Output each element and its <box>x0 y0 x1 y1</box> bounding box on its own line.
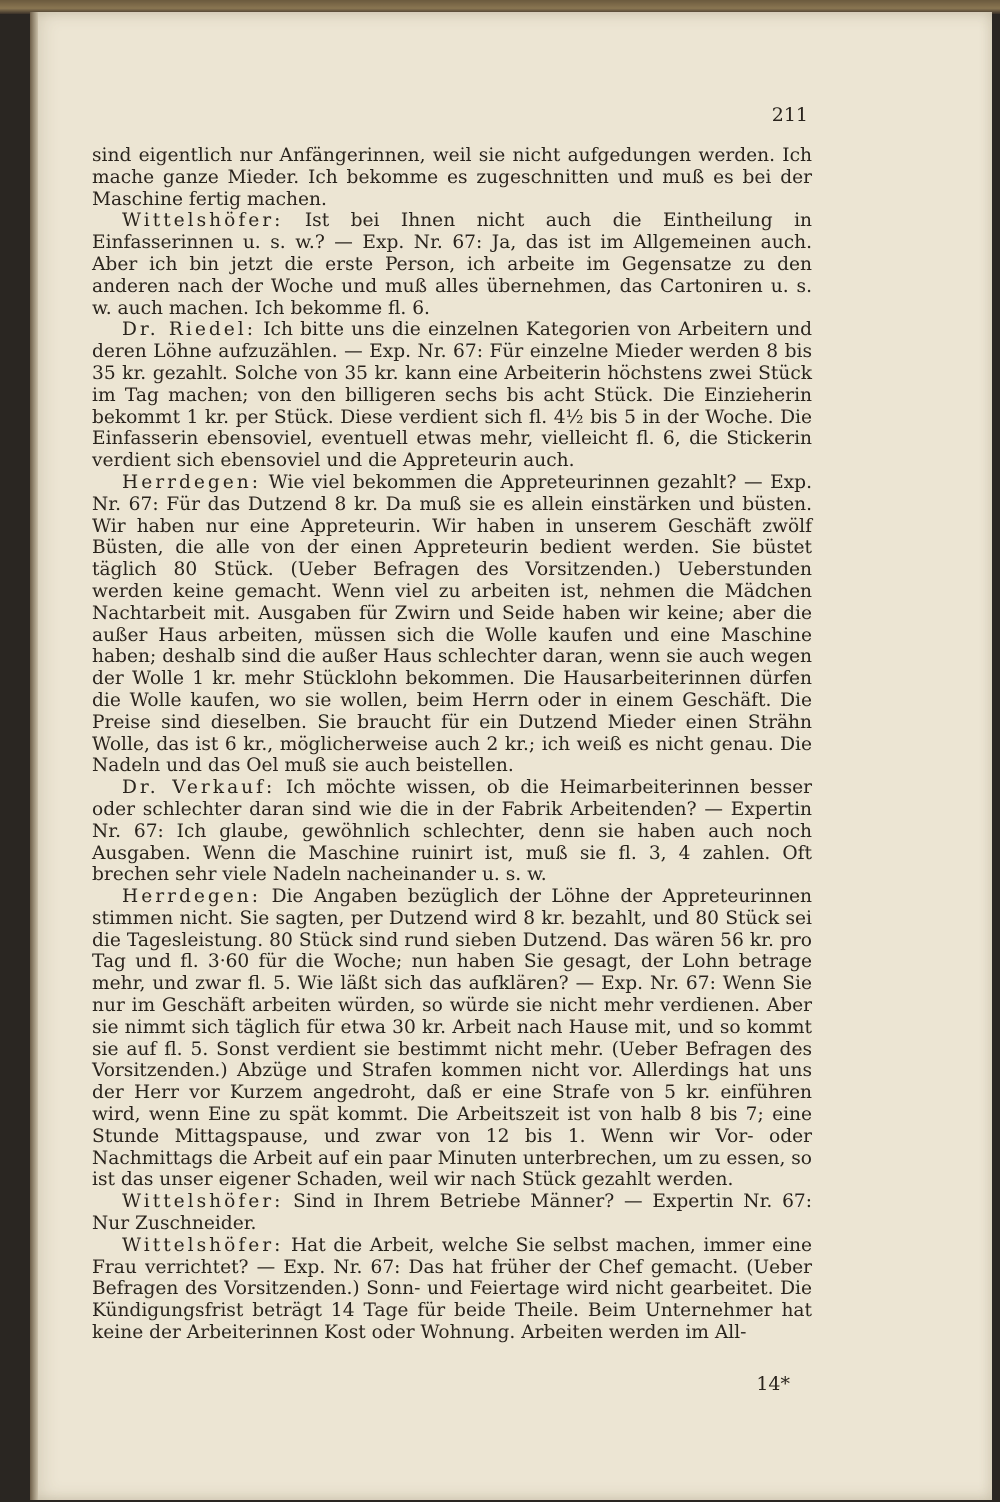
speaker-name: Herrdegen: <box>122 471 262 493</box>
paragraph-2 <box>92 210 812 319</box>
page-number: 211 <box>771 104 808 126</box>
paragraph-text: Wie viel bekommen die Appreteurinnen gezahlt? — Exp. Nr. 67: Für das Dutzend 8 kr. Da muß sie es allein einstärken und büsten. Wir haben nur eine Appreteurin. Wir haben in unserem Geschäft zwölf Büsten, die alle von der einen Appreteurin bedient werden. Sie büstet täglich 80 Stück. (Ueber Befragen des Vorsitzenden.) Ueberstunden werden keine gemacht. Wenn viel zu arbeiten ist, nehmen die Mädchen Nachtarbeit mit. Ausgaben für Zwirn und Seide haben wir keine; aber die außer Haus arbeiten, müssen sich die Wolle kaufen und eine Maschine haben; deshalb sind die außer Haus schlechter daran, wenn sie auch wegen der Wolle 1 kr. mehr Stücklohn bekommen. Die Hausarbeiterinnen dürfen die Wolle kaufen, wo sie wollen, beim Herrn oder in einem Geschäft. Die Preise sind dieselben. Sie braucht für ein Dutzend Mieder einen Strähn Wolle, das ist 6 kr., möglicherweise auch 2 kr.; ich weiß es nicht genau. Die Nadeln und das Oel muß sie auch beistellen. <box>92 471 812 777</box>
speaker-name: Wittelshöfer: <box>122 1234 284 1256</box>
paragraph-3 <box>92 319 812 472</box>
paragraph-text: Sind in Ihrem Betriebe Männer? — Expertin Nr. 67: Nur Zuschneider. <box>92 1191 812 1235</box>
body-text <box>92 145 812 1344</box>
paragraph-text: Die Angaben bezüglich der Löhne der Appreteurinnen stimmen nicht. Sie sagten, per Dutzend wird 8 kr. bezahlt, und 80 Stück sei die Tagesleistung. 80 Stück sind rund sieben Dutzend. Das wären 56 kr. pro Tag und fl. 3·60 für die Woche; nun haben Sie gesagt, der Lohn betrage mehr, und zwar fl. 5. Wie läßt sich das aufklären? — Exp. Nr. 67: Wenn Sie nur im Geschäft arbeiten würden, so würde sie nicht mehr verdienen. Aber sie nimmt sich täglich für etwa 30 kr. Arbeit nach Hause mit, und so kommt sie auf fl. 5. Sonst verdient sie bestimmt nicht mehr. (Ueber Befragen des Vorsitzenden.) Abzüge und Strafen kommen nicht vor. Allerdings hat uns der Herr vor Kurzem angedroht, daß er eine Strafe von 5 kr. einführen wird, wenn Eine zu spät kommt. Die Arbeitszeit ist von halb 8 bis 7; eine Stunde Mittagspause, und zwar von 12 bis 1. Wenn wir Vor- oder Nachmittags die Arbeit auf ein paar Minuten unterbrechen, um zu essen, so ist das unser eigener Schaden, weil wir nach Stück gezahlt werden. <box>92 886 812 1191</box>
speaker-name: Dr. Verkauf: <box>122 777 276 799</box>
paragraph-text: Ist bei Ihnen nicht auch die Eintheilung in Einfasserinnen u. s. w.? — Exp. Nr. 67: Ja, das ist im Allgemeinen auch. Aber ich bin jetzt die erste Person, ich arbeite im Gegensatze zu den anderen nach der Woche und muß alles übernehmen, das Cartoniren u. s. w. auch machen. Ich bekomme fl. 6. <box>92 210 812 319</box>
paragraph-7 <box>92 1191 812 1235</box>
paragraph-1 <box>92 145 812 210</box>
speaker-name: Herrdegen: <box>122 886 262 908</box>
speaker-name: Dr. Riedel: <box>122 319 256 341</box>
paragraph-text: Ich möchte wissen, ob die Heimarbeiterinnen besser oder schlechter daran sind wie die in der Fabrik Arbeitenden? — Expertin Nr. 67: Ich glaube, gewöhnlich schlechter, denn sie haben auch noch Ausgaben. Wenn die Maschine ruinirt ist, muß sie fl. 3, 4 zahlen. Oft brechen sehr viele Nadeln nacheinander u. s. w. <box>92 777 812 886</box>
paragraph-4 <box>92 472 812 777</box>
paragraph-8 <box>92 1235 812 1344</box>
paragraph-6 <box>92 886 812 1191</box>
speaker-name: Wittelshöfer: <box>122 210 284 232</box>
paragraph-text: sind eigentlich nur Anfängerinnen, weil sie nicht aufgedungen werden. Ich mache ganze Mieder. Ich bekomme es zugeschnitten und muß es bei der Maschine fertig machen. <box>92 145 812 210</box>
speaker-name: Wittelshöfer: <box>122 1191 284 1213</box>
paragraph-5 <box>92 777 812 886</box>
sheet-signature-mark: 14* <box>756 1373 790 1395</box>
paragraph-text: Hat die Arbeit, welche Sie selbst machen, immer eine Frau verrichtet? — Exp. Nr. 67: Das hat früher der Chef gemacht. (Ueber Befragen des Vorsitzenden.) Sonn- und Feiertage wird nicht gearbeitet. Die Kündigungsfrist beträgt 14 Tage für beide Theile. Beim Unternehmer hat keine der Arbeiterinnen Kost oder Wohnung. Arbeiten werden im All- <box>92 1234 812 1344</box>
page-spine-shadow <box>30 12 38 1500</box>
paragraph-text: Ich bitte uns die einzelnen Kategorien von Arbeitern und deren Löhne aufzuzählen. — Exp. Nr. 67: Für einzelne Mieder werden 8 bis 35 kr. gezahlt. Solche von 35 kr. kann eine Arbeiterin höchstens zwei Stück im Tag machen; von den billigeren sechs bis acht Stück. Die Einzieherin bekommt 1 kr. per Stück. Diese verdient sich fl. 4½ bis 5 in der Woche. Die Einfasserin ebensoviel, eventuell etwas mehr, vielleicht fl. 6, die Stickerin verdient sich ebensoviel und die Appreteurin auch. <box>92 319 812 472</box>
